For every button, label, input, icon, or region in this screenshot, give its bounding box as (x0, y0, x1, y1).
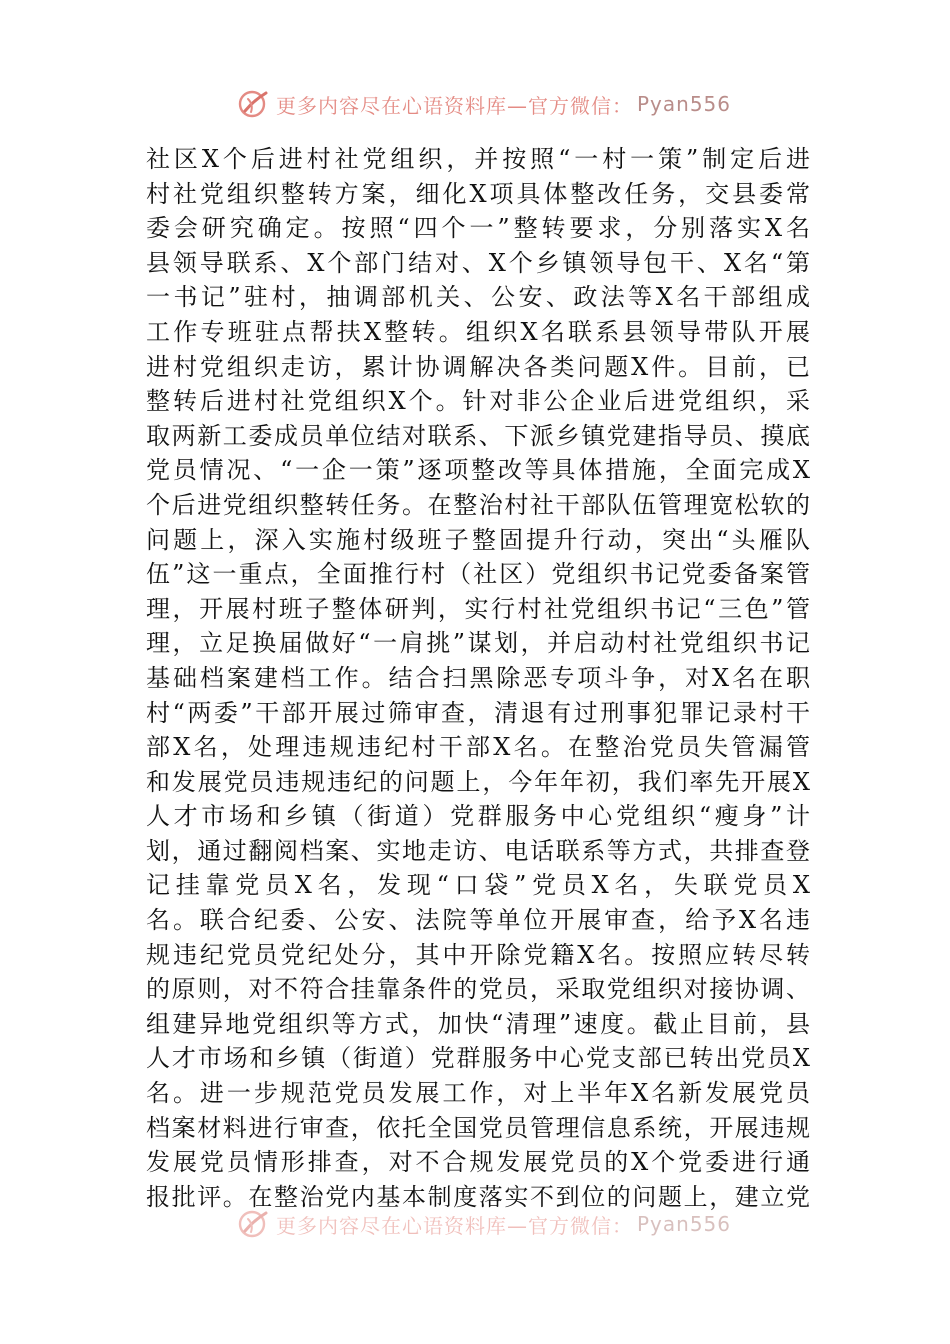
body-text-line: 理，开展村班子整体研判，实行村社党组织书记“三色”管 (146, 594, 810, 623)
body-text-line: 名。进一步规范党员发展工作，对上半年X名新发展党员 (146, 1079, 810, 1108)
watermark-wechat-id: Pyan556 (637, 92, 732, 116)
watermark-wechat-id: Pyan556 (637, 1212, 732, 1236)
body-text-line: 档案材料进行审查，依托全国党员管理信息系统，开展违规 (146, 1113, 810, 1142)
body-text-line: 整转后进村社党组织X个。针对非公企业后进党组织，采 (146, 387, 810, 416)
body-text-line: 和发展党员违规违纪的问题上，今年年初，我们率先开展X (146, 767, 810, 796)
body-text-line: 党员情况、“一企一策”逐项整改等具体措施，全面完成X (146, 456, 810, 485)
body-text-line: 名。联合纪委、公安、法院等单位开展审查，给予X名违 (146, 906, 810, 935)
body-text-line: 划，通过翻阅档案、实地走访、电话联系等方式，共排查登 (146, 836, 810, 865)
body-text-line: 取两新工委成员单位结对联系、下派乡镇党建指导员、摸底 (146, 421, 810, 450)
body-text-line: 规违纪党员党纪处分，其中开除党籍X名。按照应转尽转 (146, 940, 810, 969)
body-text-line: 村“两委”干部开展过筛审查，清退有过刑事犯罪记录村干 (146, 698, 810, 727)
brush-logo-icon (236, 1207, 270, 1241)
body-text-line: 发展党员情形排查，对不合规发展党员的X个党委进行通 (146, 1148, 810, 1177)
body-text-line: 委会研究确定。按照“四个一”整转要求，分别落实X名 (146, 214, 810, 243)
watermark-text: 更多内容尽在心语资料库—官方微信： (276, 1213, 633, 1238)
body-text-line: 基础档案建档工作。结合扫黑除恶专项斗争，对X名在职 (146, 663, 810, 692)
body-text-line: 村社党组织整转方案，细化X项具体整改任务，交县委常 (146, 179, 810, 208)
body-text-line: 一书记”驻村，抽调部机关、公安、政法等X名干部组成 (146, 283, 810, 312)
header-watermark (236, 84, 756, 124)
body-text-line: 部X名，处理违规违纪村干部X名。在整治党员失管漏管 (146, 733, 810, 762)
body-text-line: 记挂靠党员X名，发现“口袋”党员X名，失联党员X (146, 871, 810, 900)
body-text-line: 人才市场和乡镇（街道）党群服务中心党支部已转出党员X (146, 1044, 810, 1073)
body-text-line: 县领导联系、X个部门结对、X个乡镇领导包干、X名“第 (146, 248, 810, 277)
brush-logo-icon (236, 87, 270, 121)
body-text-line: 工作专班驻点帮扶X整转。组织X名联系县领导带队开展 (146, 317, 810, 346)
watermark-text: 更多内容尽在心语资料库—官方微信： (276, 93, 633, 118)
body-text-line: 理，立足换届做好“一肩挑”谋划，并启动村社党组织书记 (146, 629, 810, 658)
body-text-line: 社区X个后进村社党组织，并按照“一村一策”制定后进 (146, 145, 810, 173)
body-text-line: 问题上，深入实施村级班子整固提升行动，突出“头雁队 (146, 525, 810, 554)
body-text-line: 组建异地党组织等方式，加快“清理”速度。截止目前，县 (146, 1009, 810, 1038)
body-text-line: 伍”这一重点，全面推行村（社区）党组织书记党委备案管 (146, 560, 810, 589)
body-text-line: 报批评。在整治党内基本制度落实不到位的问题上，建立党 (146, 1182, 810, 1211)
body-text-line: 进村党组织走访，累计协调解决各类问题X件。目前，已 (146, 352, 810, 381)
body-text-line: 个后进党组织整转任务。在整治村社干部队伍管理宽松软的 (146, 490, 810, 519)
body-text-line: 人才市场和乡镇（街道）党群服务中心党组织“瘦身”计 (146, 802, 810, 831)
document-body (146, 142, 810, 1214)
body-text-line: 的原则，对不符合挂靠条件的党员，采取党组织对接协调、 (146, 975, 810, 1004)
footer-watermark (236, 1204, 756, 1244)
